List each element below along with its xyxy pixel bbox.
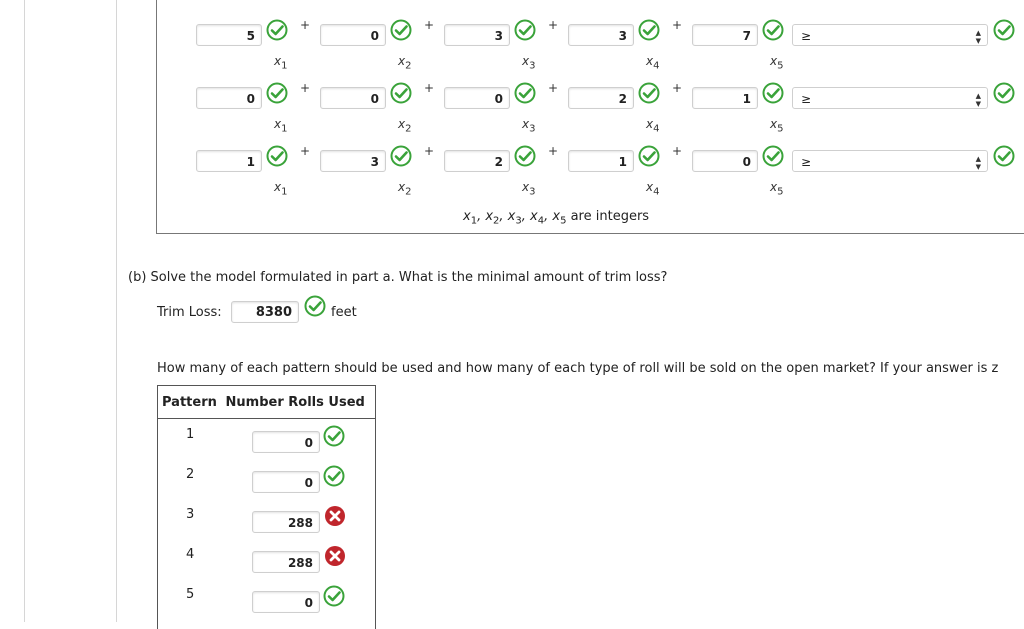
integer-note: are integers bbox=[570, 209, 650, 224]
plus-sign: + bbox=[300, 18, 311, 32]
coefficient-input[interactable]: 0 bbox=[196, 87, 262, 109]
variable-label: $x_3$ bbox=[522, 117, 536, 135]
variable-label: $x_5$ bbox=[770, 54, 784, 72]
correct-check-icon bbox=[993, 145, 1015, 167]
correct-check-icon bbox=[266, 19, 288, 41]
plus-sign: + bbox=[424, 18, 435, 32]
correct-check-icon bbox=[638, 82, 660, 104]
variable-label: $x_1$ bbox=[274, 180, 288, 198]
pattern-number: 3 bbox=[186, 507, 195, 522]
coefficient-input[interactable]: 0 bbox=[444, 87, 510, 109]
plus-sign: + bbox=[300, 81, 311, 95]
rolls-used-input[interactable]: 288 bbox=[252, 511, 320, 533]
relation-select[interactable] bbox=[792, 24, 988, 46]
coefficient-input[interactable]: 7 bbox=[692, 24, 758, 46]
coefficient-input[interactable]: 1 bbox=[568, 150, 634, 172]
trim-loss-unit: feet bbox=[331, 305, 357, 320]
coefficient-input[interactable]: 2 bbox=[444, 150, 510, 172]
header-number-rolls-used: Number Rolls Used bbox=[225, 394, 365, 410]
variable-label: $x_5$ bbox=[770, 180, 784, 198]
correct-check-icon bbox=[762, 19, 784, 41]
correct-check-icon bbox=[993, 19, 1015, 41]
rolls-used-input[interactable]: 0 bbox=[252, 591, 320, 613]
correct-check-icon bbox=[762, 145, 784, 167]
plus-sign: + bbox=[548, 144, 559, 158]
pattern-number: 4 bbox=[186, 547, 195, 562]
variable-label: $x_1$ bbox=[274, 117, 288, 135]
header-pattern: Pattern bbox=[162, 394, 217, 410]
variable-label: $x_4$ bbox=[646, 54, 660, 72]
relation-value: ≥ bbox=[801, 92, 812, 106]
rolls-used-input[interactable]: 288 bbox=[252, 551, 320, 573]
pattern-table-body bbox=[157, 419, 376, 629]
coefficient-input[interactable]: 3 bbox=[568, 24, 634, 46]
pattern-table-header bbox=[158, 386, 376, 419]
correct-check-icon bbox=[993, 82, 1015, 104]
plus-sign: + bbox=[300, 144, 311, 158]
select-arrows-icon: ▲ ▼ bbox=[975, 92, 981, 108]
correct-check-icon bbox=[762, 82, 784, 104]
relation-select[interactable] bbox=[792, 87, 988, 109]
variable-label: $x_1$ bbox=[274, 54, 288, 72]
coefficient-input[interactable]: 2 bbox=[568, 87, 634, 109]
variable-label: $x_4$ bbox=[646, 117, 660, 135]
coefficient-input[interactable]: 1 bbox=[196, 150, 262, 172]
pattern-number: 2 bbox=[186, 467, 195, 482]
variable-label: $x_2$ bbox=[398, 54, 412, 72]
correct-check-icon bbox=[638, 19, 660, 41]
pattern-number: 1 bbox=[186, 427, 195, 442]
plus-sign: + bbox=[672, 18, 683, 32]
coefficient-input[interactable]: 1 bbox=[692, 87, 758, 109]
coefficient-input[interactable]: 3 bbox=[444, 24, 510, 46]
pattern-table bbox=[157, 385, 376, 419]
integer-constraint: $x_1$, $x_2$, $x_3$, $x_4$, $x_5$ are integers bbox=[463, 209, 650, 227]
relation-value: ≥ bbox=[801, 155, 812, 169]
plus-sign: + bbox=[424, 81, 435, 95]
plus-sign: + bbox=[548, 81, 559, 95]
coefficient-input[interactable]: 3 bbox=[320, 150, 386, 172]
correct-check-icon bbox=[638, 145, 660, 167]
part-b-question: (b) Solve the model formulated in part a. What is the minimal amount of trim loss? bbox=[128, 270, 668, 285]
plus-sign: + bbox=[672, 144, 683, 158]
variable-label: $x_3$ bbox=[522, 54, 536, 72]
trim-loss-label: Trim Loss: bbox=[157, 305, 222, 320]
correct-check-icon bbox=[390, 19, 412, 41]
page-guide-right bbox=[116, 0, 117, 622]
rolls-used-input[interactable]: 0 bbox=[252, 471, 320, 493]
trim-loss-input[interactable]: 8380 bbox=[231, 301, 299, 323]
correct-check-icon bbox=[266, 145, 288, 167]
coefficient-input[interactable]: 0 bbox=[692, 150, 758, 172]
variable-label: $x_3$ bbox=[522, 180, 536, 198]
coefficient-input[interactable]: 5 bbox=[196, 24, 262, 46]
variable-label: $x_5$ bbox=[770, 117, 784, 135]
relation-value: ≥ bbox=[801, 29, 812, 43]
correct-check-icon bbox=[514, 19, 536, 41]
rolls-used-input[interactable]: 0 bbox=[252, 431, 320, 453]
correct-check-icon bbox=[390, 145, 412, 167]
variable-label: $x_2$ bbox=[398, 180, 412, 198]
coefficient-input[interactable]: 0 bbox=[320, 24, 386, 46]
relation-select[interactable] bbox=[792, 150, 988, 172]
correct-check-icon bbox=[304, 295, 326, 317]
page-guide-left bbox=[24, 0, 25, 622]
correct-check-icon bbox=[514, 82, 536, 104]
coefficient-input[interactable]: 0 bbox=[320, 87, 386, 109]
variable-label: $x_4$ bbox=[646, 180, 660, 198]
pattern-number: 5 bbox=[186, 587, 195, 602]
plus-sign: + bbox=[548, 18, 559, 32]
correct-check-icon bbox=[266, 82, 288, 104]
select-arrows-icon: ▲ ▼ bbox=[975, 29, 981, 45]
select-arrows-icon: ▲ ▼ bbox=[975, 155, 981, 171]
correct-check-icon bbox=[390, 82, 412, 104]
correct-check-icon bbox=[514, 145, 536, 167]
plus-sign: + bbox=[424, 144, 435, 158]
variable-label: $x_2$ bbox=[398, 117, 412, 135]
how-many-question: How many of each pattern should be used and how many of each type of roll will be sold on the open market? If your answer is z bbox=[157, 361, 999, 376]
plus-sign: + bbox=[672, 81, 683, 95]
